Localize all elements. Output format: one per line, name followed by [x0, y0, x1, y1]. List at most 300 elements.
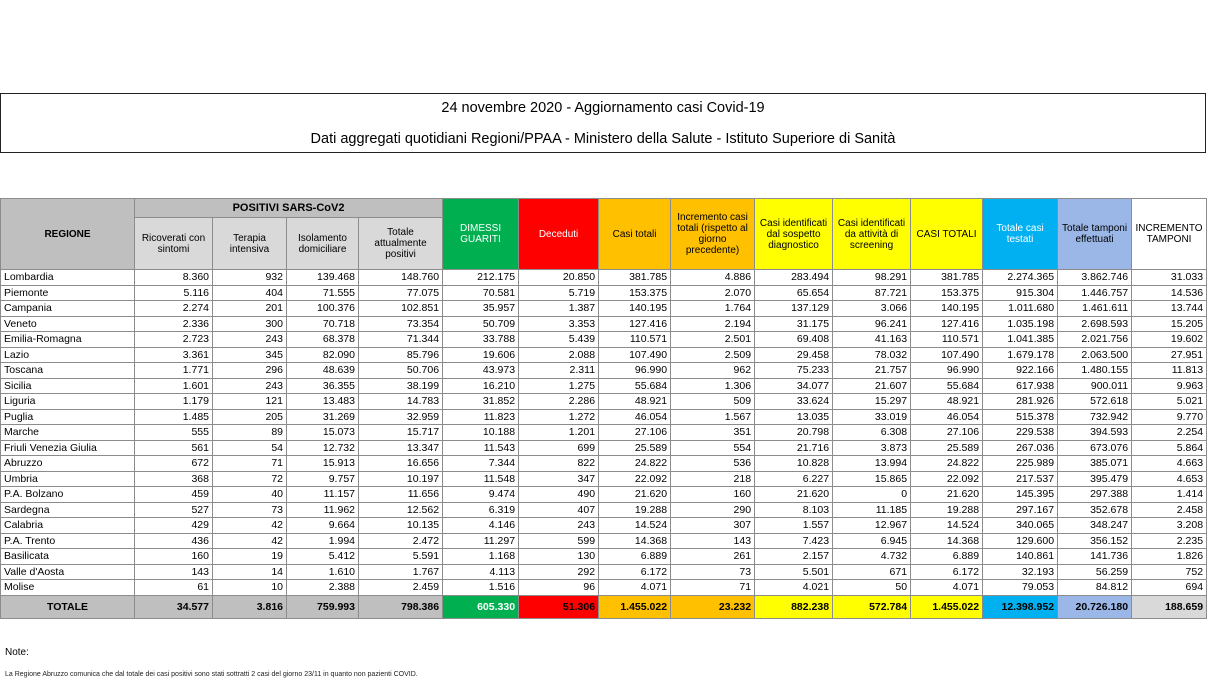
table-cell: 85.796 [359, 347, 443, 363]
table-cell: 1.767 [359, 564, 443, 580]
table-cell: 87.721 [833, 285, 911, 301]
table-cell: 31.033 [1132, 270, 1207, 286]
table-cell: 673.076 [1058, 440, 1132, 456]
table-cell: 31.175 [755, 316, 833, 332]
table-cell: 6.319 [443, 502, 519, 518]
header-incremento-tamponi: INCREMENTO TAMPONI [1132, 199, 1207, 270]
table-cell: 2.235 [1132, 533, 1207, 549]
region-name-cell: Lazio [1, 347, 135, 363]
table-cell: 1.764 [671, 301, 755, 317]
header-dimessi-guariti: DIMESSI GUARITI [443, 199, 519, 270]
table-cell: 4.886 [671, 270, 755, 286]
table-cell: 22.092 [911, 471, 983, 487]
table-row [1, 580, 1207, 596]
table-cell: 6.889 [599, 549, 671, 565]
table-row [1, 487, 1207, 503]
table-cell: 89 [213, 425, 287, 441]
table-cell: 100.376 [287, 301, 359, 317]
table-cell: 4.732 [833, 549, 911, 565]
table-cell: 42 [213, 518, 287, 534]
table-cell: 2.472 [359, 533, 443, 549]
table-cell: 407 [519, 502, 599, 518]
table-cell: 962 [671, 363, 755, 379]
table-cell: 70.581 [443, 285, 519, 301]
table-cell: 16.210 [443, 378, 519, 394]
table-cell: 55.684 [599, 378, 671, 394]
table-cell: 15.073 [287, 425, 359, 441]
table-cell: 6.889 [911, 549, 983, 565]
table-cell: 8.103 [755, 502, 833, 518]
table-cell: 77.075 [359, 285, 443, 301]
table-cell: 36.355 [287, 378, 359, 394]
header-regione: REGIONE [1, 199, 135, 270]
total-cell: 51.306 [519, 595, 599, 618]
table-cell: 42 [213, 533, 287, 549]
table-cell: 73 [671, 564, 755, 580]
table-cell: 19.288 [599, 502, 671, 518]
table-cell: 9.664 [287, 518, 359, 534]
region-name-cell: Abruzzo [1, 456, 135, 472]
table-cell: 6.172 [599, 564, 671, 580]
table-cell: 5.439 [519, 332, 599, 348]
table-cell: 11.185 [833, 502, 911, 518]
table-cell: 527 [135, 502, 213, 518]
table-cell: 1.771 [135, 363, 213, 379]
table-cell: 1.994 [287, 533, 359, 549]
table-cell: 8.360 [135, 270, 213, 286]
region-name-cell: Sardegna [1, 502, 135, 518]
table-cell: 0 [833, 487, 911, 503]
table-cell: 13.483 [287, 394, 359, 410]
table-cell: 395.479 [1058, 471, 1132, 487]
table-row [1, 332, 1207, 348]
table-row [1, 502, 1207, 518]
table-cell: 394.593 [1058, 425, 1132, 441]
table-cell: 7.344 [443, 456, 519, 472]
table-cell: 292 [519, 564, 599, 580]
table-cell: 14.524 [599, 518, 671, 534]
page-title: 24 novembre 2020 - Aggiornamento casi Covid-19 [441, 100, 765, 116]
region-name-cell: Basilicata [1, 549, 135, 565]
table-cell: 340.065 [983, 518, 1058, 534]
table-cell: 1.168 [443, 549, 519, 565]
table-cell: 1.201 [519, 425, 599, 441]
total-cell: 20.726.180 [1058, 595, 1132, 618]
total-cell: 759.993 [287, 595, 359, 618]
table-row [1, 378, 1207, 394]
table-cell: 900.011 [1058, 378, 1132, 394]
table-cell: 137.129 [755, 301, 833, 317]
table-cell: 75.233 [755, 363, 833, 379]
table-cell: 50.706 [359, 363, 443, 379]
table-cell: 7.423 [755, 533, 833, 549]
table-cell: 3.361 [135, 347, 213, 363]
note-label: Note: [5, 647, 29, 658]
table-cell: 33.019 [833, 409, 911, 425]
table-cell: 96 [519, 580, 599, 596]
table-cell: 1.414 [1132, 487, 1207, 503]
header-casi-totali-2: CASI TOTALI [911, 199, 983, 270]
table-cell: 283.494 [755, 270, 833, 286]
table-cell: 11.297 [443, 533, 519, 549]
table-cell: 307 [671, 518, 755, 534]
table-cell: 3.208 [1132, 518, 1207, 534]
table-cell: 5.412 [287, 549, 359, 565]
table-cell: 490 [519, 487, 599, 503]
table-row [1, 440, 1207, 456]
table-cell: 6.945 [833, 533, 911, 549]
table-cell: 140.195 [599, 301, 671, 317]
table-cell: 4.021 [755, 580, 833, 596]
table-cell: 4.071 [911, 580, 983, 596]
table-cell: 436 [135, 533, 213, 549]
note-text: La Regione Abruzzo comunica che dal totale dei casi positivi sono stati sottratti 2 casi del giorno 23/11 in quanto non pazienti COVID. [5, 671, 418, 678]
table-cell: 297.388 [1058, 487, 1132, 503]
table-cell: 129.600 [983, 533, 1058, 549]
table-cell: 102.851 [359, 301, 443, 317]
table-cell: 11.962 [287, 502, 359, 518]
table-cell: 48.921 [911, 394, 983, 410]
table-cell: 296 [213, 363, 287, 379]
table-cell: 127.416 [599, 316, 671, 332]
table-cell: 32.959 [359, 409, 443, 425]
table-cell: 1.610 [287, 564, 359, 580]
table-row [1, 285, 1207, 301]
title-box [0, 93, 1206, 153]
table-cell: 732.942 [1058, 409, 1132, 425]
table-cell: 29.458 [755, 347, 833, 363]
total-cell: 605.330 [443, 595, 519, 618]
region-name-cell: Umbria [1, 471, 135, 487]
table-cell: 19.606 [443, 347, 519, 363]
table-cell: 21.757 [833, 363, 911, 379]
table-cell: 21.607 [833, 378, 911, 394]
table-cell: 107.490 [599, 347, 671, 363]
table-cell: 348.247 [1058, 518, 1132, 534]
table-cell: 32.193 [983, 564, 1058, 580]
table-cell: 2.723 [135, 332, 213, 348]
table-cell: 822 [519, 456, 599, 472]
table-cell: 78.032 [833, 347, 911, 363]
table-cell: 5.864 [1132, 440, 1207, 456]
table-cell: 699 [519, 440, 599, 456]
table-cell: 27.951 [1132, 347, 1207, 363]
table-cell: 2.063.500 [1058, 347, 1132, 363]
table-cell: 672 [135, 456, 213, 472]
table-cell: 27.106 [599, 425, 671, 441]
table-cell: 35.957 [443, 301, 519, 317]
table-row [1, 471, 1207, 487]
table-cell: 12.562 [359, 502, 443, 518]
table-cell: 9.474 [443, 487, 519, 503]
table-cell: 2.509 [671, 347, 755, 363]
region-name-cell: P.A. Trento [1, 533, 135, 549]
table-cell: 11.823 [443, 409, 519, 425]
header-terapia-intensiva: Terapia intensiva [213, 218, 287, 270]
region-name-cell: Liguria [1, 394, 135, 410]
table-cell: 2.459 [359, 580, 443, 596]
table-cell: 14 [213, 564, 287, 580]
table-cell: 2.388 [287, 580, 359, 596]
table-cell: 73 [213, 502, 287, 518]
table-cell: 554 [671, 440, 755, 456]
table-cell: 1.461.611 [1058, 301, 1132, 317]
table-cell: 61 [135, 580, 213, 596]
table-cell: 694 [1132, 580, 1207, 596]
table-cell: 31.269 [287, 409, 359, 425]
table-cell: 2.698.593 [1058, 316, 1132, 332]
table-cell: 160 [671, 487, 755, 503]
totals-row [1, 595, 1207, 618]
region-name-cell: Friuli Venezia Giulia [1, 440, 135, 456]
table-cell: 9.770 [1132, 409, 1207, 425]
table-cell: 139.468 [287, 270, 359, 286]
region-name-cell: Puglia [1, 409, 135, 425]
table-row [1, 316, 1207, 332]
table-cell: 153.375 [911, 285, 983, 301]
table-row [1, 456, 1207, 472]
table-cell: 25.589 [911, 440, 983, 456]
table-cell: 140.861 [983, 549, 1058, 565]
table-cell: 46.054 [599, 409, 671, 425]
table-cell: 12.967 [833, 518, 911, 534]
table-cell: 96.990 [599, 363, 671, 379]
table-cell: 3.873 [833, 440, 911, 456]
table-cell: 13.347 [359, 440, 443, 456]
total-cell: 1.455.022 [599, 595, 671, 618]
table-cell: 2.157 [755, 549, 833, 565]
table-cell: 300 [213, 316, 287, 332]
region-name-cell: Molise [1, 580, 135, 596]
table-cell: 11.157 [287, 487, 359, 503]
header-incremento-casi: Incremento casi totali (rispetto al giorno precedente) [671, 199, 755, 270]
table-cell: 217.537 [983, 471, 1058, 487]
header-casi-screening: Casi identificati da attività di screening [833, 199, 911, 270]
table-cell: 229.538 [983, 425, 1058, 441]
table-cell: 21.716 [755, 440, 833, 456]
table-cell: 218 [671, 471, 755, 487]
table-row [1, 363, 1207, 379]
table-cell: 21.620 [599, 487, 671, 503]
table-cell: 13.035 [755, 409, 833, 425]
table-cell: 2.501 [671, 332, 755, 348]
table-cell: 536 [671, 456, 755, 472]
table-cell: 50 [833, 580, 911, 596]
table-cell: 5.591 [359, 549, 443, 565]
table-cell: 15.865 [833, 471, 911, 487]
table-cell: 3.066 [833, 301, 911, 317]
header-casi-sospetto-diagnostico: Casi identificati dal sospetto diagnostico [755, 199, 833, 270]
table-cell: 15.297 [833, 394, 911, 410]
table-cell: 368 [135, 471, 213, 487]
table-cell: 2.311 [519, 363, 599, 379]
table-cell: 130 [519, 549, 599, 565]
table-cell: 205 [213, 409, 287, 425]
region-name-cell: Sicilia [1, 378, 135, 394]
table-cell: 1.557 [755, 518, 833, 534]
table-cell: 381.785 [599, 270, 671, 286]
table-cell: 617.938 [983, 378, 1058, 394]
table-cell: 15.205 [1132, 316, 1207, 332]
table-cell: 11.813 [1132, 363, 1207, 379]
table-cell: 140.195 [911, 301, 983, 317]
table-cell: 290 [671, 502, 755, 518]
table-cell: 1.826 [1132, 549, 1207, 565]
table-cell: 96.241 [833, 316, 911, 332]
table-cell: 82.090 [287, 347, 359, 363]
table-cell: 72 [213, 471, 287, 487]
table-cell: 56.259 [1058, 564, 1132, 580]
table-cell: 13.744 [1132, 301, 1207, 317]
table-cell: 1.272 [519, 409, 599, 425]
table-cell: 1.480.155 [1058, 363, 1132, 379]
table-cell: 225.989 [983, 456, 1058, 472]
table-cell: 515.378 [983, 409, 1058, 425]
table-cell: 2.274.365 [983, 270, 1058, 286]
table-cell: 212.175 [443, 270, 519, 286]
table-cell: 201 [213, 301, 287, 317]
table-cell: 261 [671, 549, 755, 565]
table-cell: 79.053 [983, 580, 1058, 596]
table-cell: 10 [213, 580, 287, 596]
table-cell: 2.194 [671, 316, 755, 332]
header-totale-tamponi: Totale tamponi effettuati [1058, 199, 1132, 270]
table-cell: 281.926 [983, 394, 1058, 410]
header-positivi-group: POSITIVI SARS-CoV2 [135, 199, 443, 218]
table-cell: 33.788 [443, 332, 519, 348]
total-cell: 12.398.952 [983, 595, 1058, 618]
table-cell: 14.368 [911, 533, 983, 549]
region-name-cell: Campania [1, 301, 135, 317]
total-cell: 188.659 [1132, 595, 1207, 618]
table-cell: 22.092 [599, 471, 671, 487]
table-cell: 13.994 [833, 456, 911, 472]
table-cell: 561 [135, 440, 213, 456]
table-cell: 2.274 [135, 301, 213, 317]
region-name-cell: Emilia-Romagna [1, 332, 135, 348]
table-cell: 10.135 [359, 518, 443, 534]
table-cell: 69.408 [755, 332, 833, 348]
table-cell: 70.718 [287, 316, 359, 332]
table-cell: 6.308 [833, 425, 911, 441]
table-cell: 1.679.178 [983, 347, 1058, 363]
table-row [1, 409, 1207, 425]
table-cell: 20.850 [519, 270, 599, 286]
region-name-cell: Calabria [1, 518, 135, 534]
table-cell: 385.071 [1058, 456, 1132, 472]
table-cell: 25.589 [599, 440, 671, 456]
table-cell: 509 [671, 394, 755, 410]
table-cell: 15.913 [287, 456, 359, 472]
table-cell: 55.684 [911, 378, 983, 394]
table-cell: 4.113 [443, 564, 519, 580]
table-cell: 71 [213, 456, 287, 472]
table-cell: 48.639 [287, 363, 359, 379]
header-totale-casi-testati: Totale casi testati [983, 199, 1058, 270]
table-cell: 1.035.198 [983, 316, 1058, 332]
table-cell: 143 [671, 533, 755, 549]
table-cell: 2.336 [135, 316, 213, 332]
table-cell: 65.654 [755, 285, 833, 301]
table-cell: 11.543 [443, 440, 519, 456]
table-cell: 148.760 [359, 270, 443, 286]
table-cell: 141.736 [1058, 549, 1132, 565]
header-isolamento: Isolamento domiciliare [287, 218, 359, 270]
table-cell: 5.021 [1132, 394, 1207, 410]
table-row [1, 301, 1207, 317]
table-cell: 922.166 [983, 363, 1058, 379]
table-cell: 1.567 [671, 409, 755, 425]
table-cell: 351 [671, 425, 755, 441]
page-subtitle: Dati aggregati quotidiani Regioni/PPAA - Ministero della Salute - Istituto Superiore di Sanità [310, 131, 896, 147]
table-row [1, 564, 1207, 580]
table-cell: 21.620 [755, 487, 833, 503]
table-cell: 345 [213, 347, 287, 363]
table-cell: 110.571 [911, 332, 983, 348]
table-cell: 46.054 [911, 409, 983, 425]
table-cell: 671 [833, 564, 911, 580]
table-cell: 14.524 [911, 518, 983, 534]
table-cell: 3.862.746 [1058, 270, 1132, 286]
table-cell: 1.275 [519, 378, 599, 394]
table-cell: 459 [135, 487, 213, 503]
table-cell: 24.822 [911, 456, 983, 472]
table-cell: 2.088 [519, 347, 599, 363]
table-cell: 107.490 [911, 347, 983, 363]
table-cell: 243 [213, 332, 287, 348]
region-name-cell: Marche [1, 425, 135, 441]
table-cell: 572.618 [1058, 394, 1132, 410]
table-cell: 381.785 [911, 270, 983, 286]
table-cell: 12.732 [287, 440, 359, 456]
table-cell: 6.227 [755, 471, 833, 487]
table-cell: 31.852 [443, 394, 519, 410]
table-cell: 2.458 [1132, 502, 1207, 518]
table-cell: 2.021.756 [1058, 332, 1132, 348]
table-cell: 555 [135, 425, 213, 441]
table-cell: 4.653 [1132, 471, 1207, 487]
table-cell: 1.516 [443, 580, 519, 596]
table-cell: 48.921 [599, 394, 671, 410]
table-cell: 5.501 [755, 564, 833, 580]
covid-data-table [0, 198, 1207, 619]
table-row [1, 518, 1207, 534]
table-cell: 429 [135, 518, 213, 534]
table-cell: 14.783 [359, 394, 443, 410]
table-cell: 6.172 [911, 564, 983, 580]
table-cell: 11.656 [359, 487, 443, 503]
table-cell: 43.973 [443, 363, 519, 379]
table-row [1, 549, 1207, 565]
table-cell: 9.757 [287, 471, 359, 487]
total-label: TOTALE [1, 595, 135, 618]
table-cell: 143 [135, 564, 213, 580]
region-name-cell: Veneto [1, 316, 135, 332]
table-cell: 153.375 [599, 285, 671, 301]
table-row [1, 270, 1207, 286]
table-row [1, 347, 1207, 363]
table-cell: 15.717 [359, 425, 443, 441]
table-row [1, 394, 1207, 410]
table-cell: 98.291 [833, 270, 911, 286]
header-totale-positivi: Totale attualmente positivi [359, 218, 443, 270]
table-cell: 73.354 [359, 316, 443, 332]
table-cell: 34.077 [755, 378, 833, 394]
table-cell: 404 [213, 285, 287, 301]
table-cell: 27.106 [911, 425, 983, 441]
table-cell: 243 [213, 378, 287, 394]
table-cell: 9.963 [1132, 378, 1207, 394]
